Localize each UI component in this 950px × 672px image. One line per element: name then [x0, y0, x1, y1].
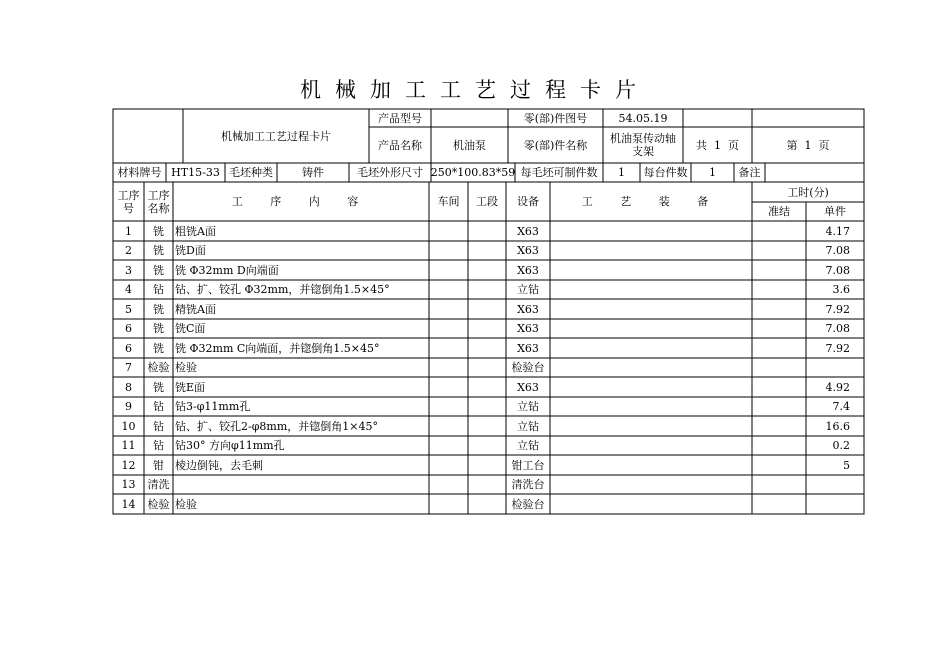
- row-op-name: 铣: [153, 322, 164, 335]
- col-time: 工时(分): [787, 185, 829, 199]
- row-op-content: [173, 475, 429, 494]
- row-op-name: 铣: [153, 302, 164, 316]
- row-op-no: 11: [121, 439, 136, 452]
- row-op-no: 14: [121, 497, 136, 511]
- total-pages: 共 1 页: [696, 138, 739, 152]
- blank-type-value: 铸件: [302, 166, 324, 179]
- row-op-content: 铣 Φ32mm C向端面，并锪倒角1.5×45°: [175, 341, 380, 355]
- row-equipment: 检验台: [511, 497, 545, 511]
- row-unit-time: 7.92: [825, 341, 850, 355]
- page-number: 第 1 页: [786, 138, 830, 152]
- row-op-no: 10: [121, 419, 136, 433]
- row-equipment: 检验台: [511, 361, 545, 374]
- row-op-name: 铣: [153, 263, 164, 277]
- row-unit-time: 7.08: [825, 244, 850, 257]
- row-equipment: X63: [517, 224, 539, 238]
- row-equipment: X63: [517, 244, 539, 257]
- col-op-no: 工序号: [117, 188, 140, 215]
- product-name-value: 机油泵: [453, 138, 486, 152]
- row-op-no: 2: [125, 244, 132, 257]
- row-op-content: 检验: [175, 497, 197, 511]
- col-section: 工段: [476, 195, 498, 208]
- row-op-no: 12: [121, 458, 136, 472]
- row-op-no: 7: [125, 361, 132, 374]
- row-op-content: 精铣A面: [175, 302, 216, 316]
- row-op-name: 钳: [153, 458, 164, 472]
- row-op-content: 铣C面: [175, 322, 206, 335]
- row-op-name: 铣: [153, 224, 164, 238]
- part-name-label: 零(部)件名称: [523, 138, 588, 152]
- row-unit-time: 16.6: [825, 419, 850, 433]
- card-title: 机械加工工艺过程卡片: [300, 78, 650, 102]
- row-equipment: X63: [517, 341, 539, 355]
- col-prep-time: 准结: [768, 205, 790, 218]
- row-op-name: 铣: [153, 341, 164, 355]
- parts-per-blank-label: 每毛坯可制件数: [520, 166, 598, 179]
- remark-label: 备注: [738, 166, 761, 179]
- row-op-content: 铣D面: [175, 244, 206, 257]
- row-equipment: X63: [517, 302, 539, 316]
- card-name-label: 机械加工工艺过程卡片: [221, 129, 331, 143]
- row-equipment: 钳工台: [511, 458, 545, 472]
- part-no-value: 54.05.19: [618, 111, 668, 125]
- part-name-value: 机油泵传动轴支架: [610, 132, 676, 158]
- row-unit-time: 0.2: [832, 439, 850, 452]
- row-unit-time: [806, 494, 864, 514]
- row-op-name: 铣: [153, 380, 164, 394]
- row-op-no: 13: [121, 478, 136, 491]
- material-grade-value: HT15-33: [171, 166, 220, 179]
- row-op-no: 5: [125, 302, 132, 316]
- col-workshop: 车间: [437, 195, 460, 208]
- row-op-content: 粗铣A面: [175, 224, 216, 238]
- row-op-name: 钻: [153, 283, 164, 296]
- col-unit-time: 单件: [824, 205, 846, 218]
- col-op-name: 工序名称: [147, 188, 170, 215]
- row-equipment: 清洗台: [511, 478, 545, 491]
- blank-size-label: 毛坯外形尺寸: [357, 166, 423, 179]
- row-op-no: 1: [125, 224, 132, 238]
- row-op-no: 9: [125, 400, 132, 413]
- row-op-content: 检验: [175, 361, 197, 374]
- row-op-name: 钻: [153, 419, 164, 433]
- blank-size-value: 250*100.83*59: [431, 166, 515, 179]
- col-op-content: 工 序 内 容: [231, 195, 371, 208]
- row-equipment: X63: [517, 322, 539, 335]
- parts-per-unit-value: 1: [709, 166, 716, 179]
- row-unit-time: 5: [843, 458, 850, 472]
- product-model-label: 产品型号: [378, 111, 422, 125]
- row-op-content: 钻30° 方向φ11mm孔: [175, 439, 285, 452]
- row-op-content: 钻、扩、铰孔2-φ8mm，并锪倒角1×45°: [175, 419, 378, 433]
- row-op-no: 3: [125, 263, 132, 277]
- parts-per-unit-label: 每台件数: [643, 166, 688, 179]
- row-op-name: 检验: [147, 497, 170, 511]
- row-equipment: 立钻: [517, 419, 539, 433]
- row-unit-time: [806, 358, 864, 377]
- row-unit-time: 4.92: [825, 380, 850, 394]
- row-equipment: 立钻: [517, 400, 539, 413]
- parts-per-blank-value: 1: [618, 166, 625, 179]
- row-unit-time: 4.17: [825, 224, 850, 238]
- row-op-no: 4: [125, 283, 132, 296]
- row-unit-time: 7.92: [825, 302, 850, 316]
- row-op-content: 铣E面: [175, 380, 206, 394]
- row-op-name: 钻: [153, 400, 164, 413]
- row-unit-time: 3.6: [832, 283, 850, 296]
- part-no-label: 零(部)件图号: [523, 111, 588, 125]
- row-op-content: 钻3-φ11mm孔: [175, 400, 251, 413]
- row-unit-time: 7.4: [832, 400, 850, 413]
- col-equipment: 设备: [517, 195, 539, 208]
- row-op-name: 检验: [147, 361, 170, 374]
- row-unit-time: 7.08: [825, 263, 850, 277]
- row-op-content: 铣 Φ32mm D向端面: [175, 263, 279, 277]
- row-unit-time: [806, 475, 864, 494]
- row-op-no: 6: [125, 322, 132, 335]
- row-equipment: X63: [517, 263, 539, 277]
- row-op-no: 8: [125, 380, 132, 394]
- row-op-no: 6: [125, 341, 132, 355]
- row-op-name: 铣: [153, 244, 164, 257]
- row-op-name: 清洗: [147, 478, 170, 491]
- product-name-label: 产品名称: [378, 138, 422, 152]
- row-equipment: 立钻: [517, 439, 539, 452]
- remark-value: [765, 163, 864, 182]
- row-equipment: 立钻: [517, 283, 539, 296]
- col-tooling: 工 艺 装 备: [581, 195, 721, 208]
- row-op-content: 棱边倒钝，去毛刺: [175, 458, 263, 472]
- product-model-value: [431, 109, 508, 127]
- row-op-name: 钻: [153, 439, 164, 452]
- material-grade-label: 材料牌号: [117, 166, 162, 179]
- row-equipment: X63: [517, 380, 539, 394]
- row-op-content: 钻、扩、铰孔 Φ32mm，并锪倒角1.5×45°: [175, 283, 390, 296]
- blank-type-label: 毛坯种类: [229, 166, 273, 179]
- row-unit-time: 7.08: [825, 322, 850, 335]
